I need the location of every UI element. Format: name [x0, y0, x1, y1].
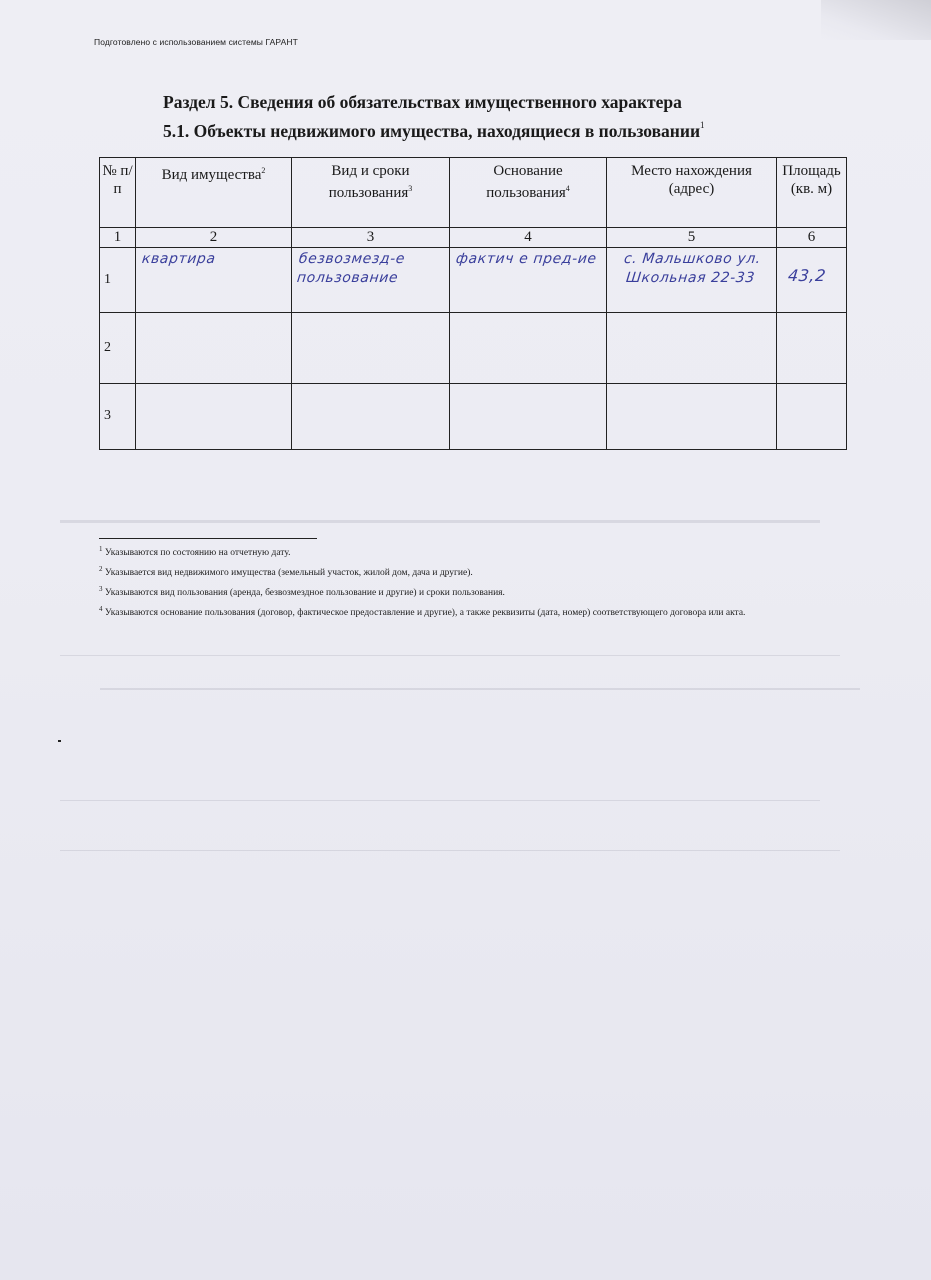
- header-cell: [607, 158, 777, 228]
- address-cell: [607, 313, 777, 383]
- garant-note: Подготовлено с использованием системы ГАРАНТ: [94, 37, 298, 47]
- row-number: 2: [100, 313, 136, 383]
- table-row: [100, 313, 847, 383]
- footnote-text: Указываются вид пользования (аренда, безвозмездное пользование и другие) и сроки пользования.: [104, 588, 505, 599]
- table-row: [100, 383, 847, 449]
- column-number: 4: [450, 228, 607, 248]
- subsection-title: [163, 115, 705, 144]
- header-cell: [292, 158, 450, 228]
- header-cell: [777, 158, 847, 228]
- usage-type-cell: [292, 248, 450, 313]
- header-text: Вид и сроки пользования: [328, 163, 410, 201]
- header-text: Вид имущества: [161, 167, 262, 183]
- show-through-line: [100, 688, 860, 690]
- footnote-mark: 4: [565, 184, 570, 193]
- area-cell: [777, 248, 847, 313]
- footnote-mark: 3: [408, 184, 413, 193]
- column-number: 1: [100, 228, 136, 248]
- header-text: № п/п: [102, 163, 133, 197]
- header-cell: [450, 158, 607, 228]
- area-cell: [777, 383, 847, 449]
- header-cell: [136, 158, 292, 228]
- column-number-row: [100, 228, 847, 248]
- usage-type-cell: [292, 383, 450, 449]
- subsection-title-text: 5.1. Объекты недвижимого имущества, находящиеся в пользовании: [163, 120, 701, 141]
- footnote-mark: 2: [99, 565, 103, 574]
- footnote-mark: 1: [700, 120, 705, 130]
- footnote-text: Указываются по состоянию на отчетную дату.: [104, 548, 291, 559]
- section-title: Раздел 5. Сведения об обязательствах имущественного характера: [163, 92, 682, 112]
- page-title: [163, 90, 705, 144]
- column-number: 5: [607, 228, 777, 248]
- basis-cell: [450, 383, 607, 449]
- footnote-mark: 4: [99, 605, 103, 614]
- property-table: [99, 157, 847, 450]
- page-corner-shadow: [821, 0, 931, 40]
- usage-type-cell: [292, 313, 450, 383]
- footnote-mark: 1: [99, 545, 103, 553]
- area-cell: [777, 313, 847, 383]
- footnote-text: Указывается вид недвижимого имущества (земельный участок, жилой дом, дача и другие).: [104, 568, 473, 579]
- header-text: Площадь (кв. м): [782, 163, 841, 197]
- property-type-cell: [136, 383, 292, 449]
- column-number: 2: [136, 228, 292, 248]
- footnote-text: Указываются основание пользования (договор, фактическое предоставление и другие), а также реквизиты (дата, номер) соответствующего договора или акта.: [104, 608, 746, 619]
- basis-cell: [450, 313, 607, 383]
- row-number: 3: [100, 383, 136, 449]
- handwritten-basis: фактич е пред-ие: [455, 251, 598, 268]
- show-through-line: [60, 800, 820, 801]
- header-text: Основание пользования: [486, 163, 566, 201]
- column-number: 3: [292, 228, 450, 248]
- address-cell: [607, 248, 777, 313]
- property-type-cell: [136, 313, 292, 383]
- footnote-divider: [99, 538, 317, 539]
- show-through-line: [60, 850, 840, 851]
- handwritten-property-type: квартира: [141, 251, 217, 268]
- show-through-line: [60, 520, 820, 523]
- header-text: Место нахождения (адрес): [631, 163, 752, 197]
- property-type-cell: [136, 248, 292, 313]
- column-number: 6: [777, 228, 847, 248]
- row-number: 1: [100, 248, 136, 313]
- footnote: [99, 602, 846, 620]
- show-through-line: [60, 655, 840, 656]
- footnote-mark: 3: [99, 585, 103, 594]
- handwritten-address: с. Мальшково ул. Школьная 22-33: [623, 251, 762, 287]
- footnote-mark: 2: [261, 166, 266, 175]
- footnote: [99, 542, 846, 560]
- basis-cell: [450, 248, 607, 313]
- header-cell: [100, 158, 136, 228]
- scan-speck: [58, 740, 61, 742]
- table-row: [100, 248, 847, 313]
- handwritten-area: 43,2: [787, 266, 828, 286]
- footnotes: [99, 542, 846, 623]
- footnote: [99, 562, 846, 580]
- footnote: [99, 582, 846, 600]
- handwritten-usage-type: безвозмезд-е пользование: [296, 251, 406, 287]
- address-cell: [607, 383, 777, 449]
- table-header-row: [100, 158, 847, 228]
